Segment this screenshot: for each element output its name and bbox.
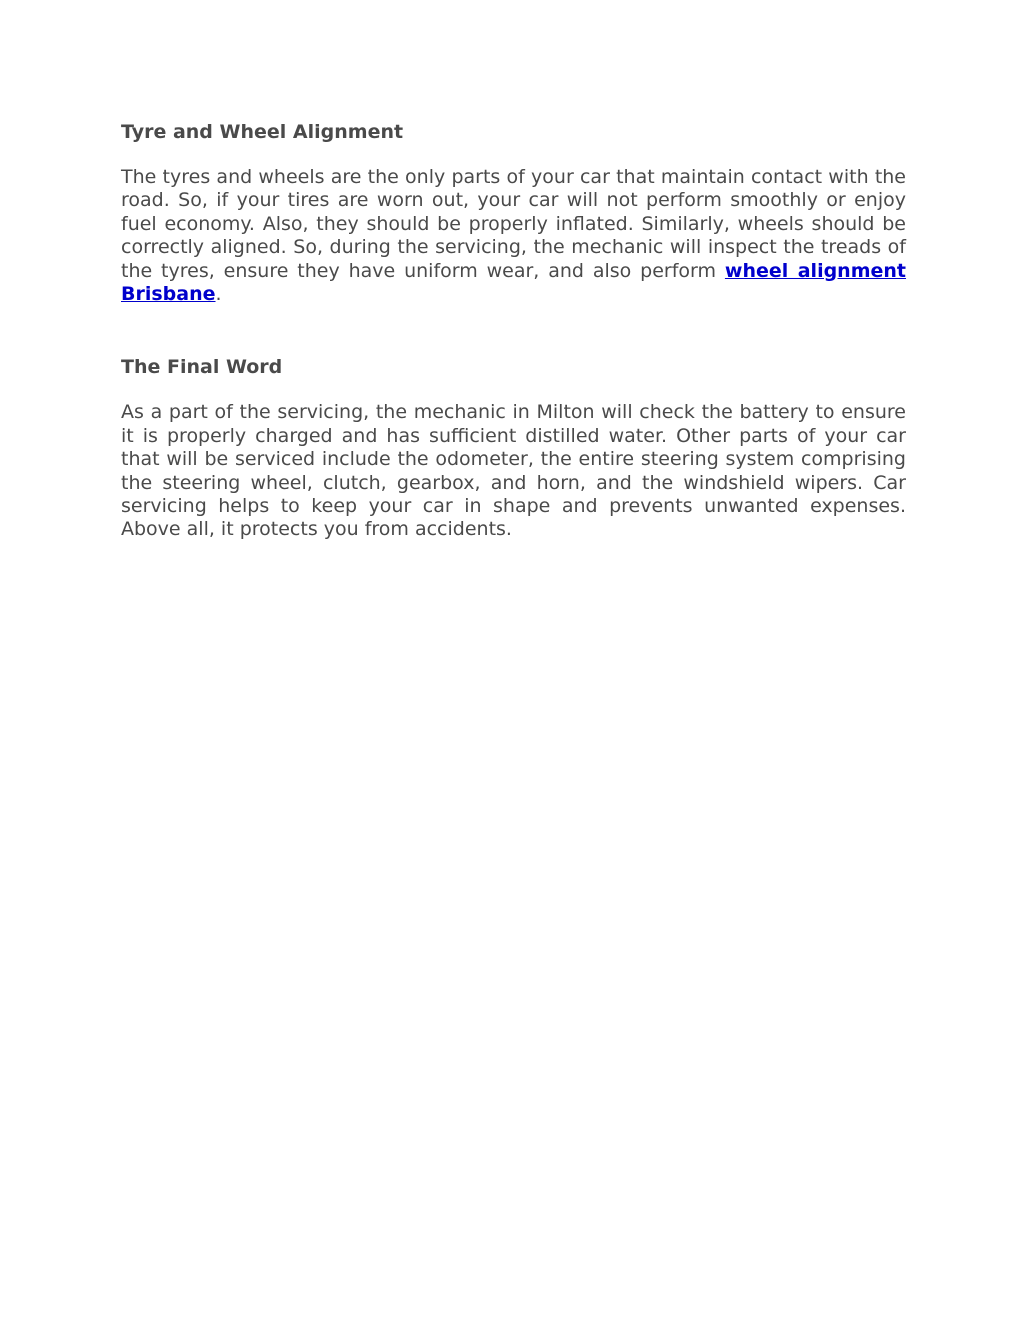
paragraph-text: The tyres and wheels are the only parts of your car that maintain contact with the road. So, if your tires are worn out, your car will not perform smoothly or enjoy fuel economy. Also, they should be properly inflated. Similarly, wheels should be correctly aligned. So, during the servicing, the mechanic will inspect the treads of the tyres, ensure they have uniform wear, and also perform [121,166,906,282]
section-heading-tyre-wheel-alignment: Tyre and Wheel Alignment [121,121,404,143]
section-paragraph-tyre-wheel-alignment [121,166,906,306]
wheel-alignment-brisbane-link[interactable]: wheel alignment Brisbane [121,259,907,306]
document-page [121,118,906,542]
paragraph-text-end: . [215,283,222,306]
section-paragraph-final-word: As a part of the servicing, the mechanic in Milton will check the battery to ensure it is properly charged and has sufficient distilled water. Other parts of your car that will be serviced include the odometer, the entire steering system comprising the steering wheel, clutch, gearbox, and horn, and the windshield wipers. Car servicing helps to keep your car in shape and prevents unwanted expenses. Above all, it protects you from accidents. [121,401,906,541]
section-heading-final-word: The Final Word [121,356,283,379]
